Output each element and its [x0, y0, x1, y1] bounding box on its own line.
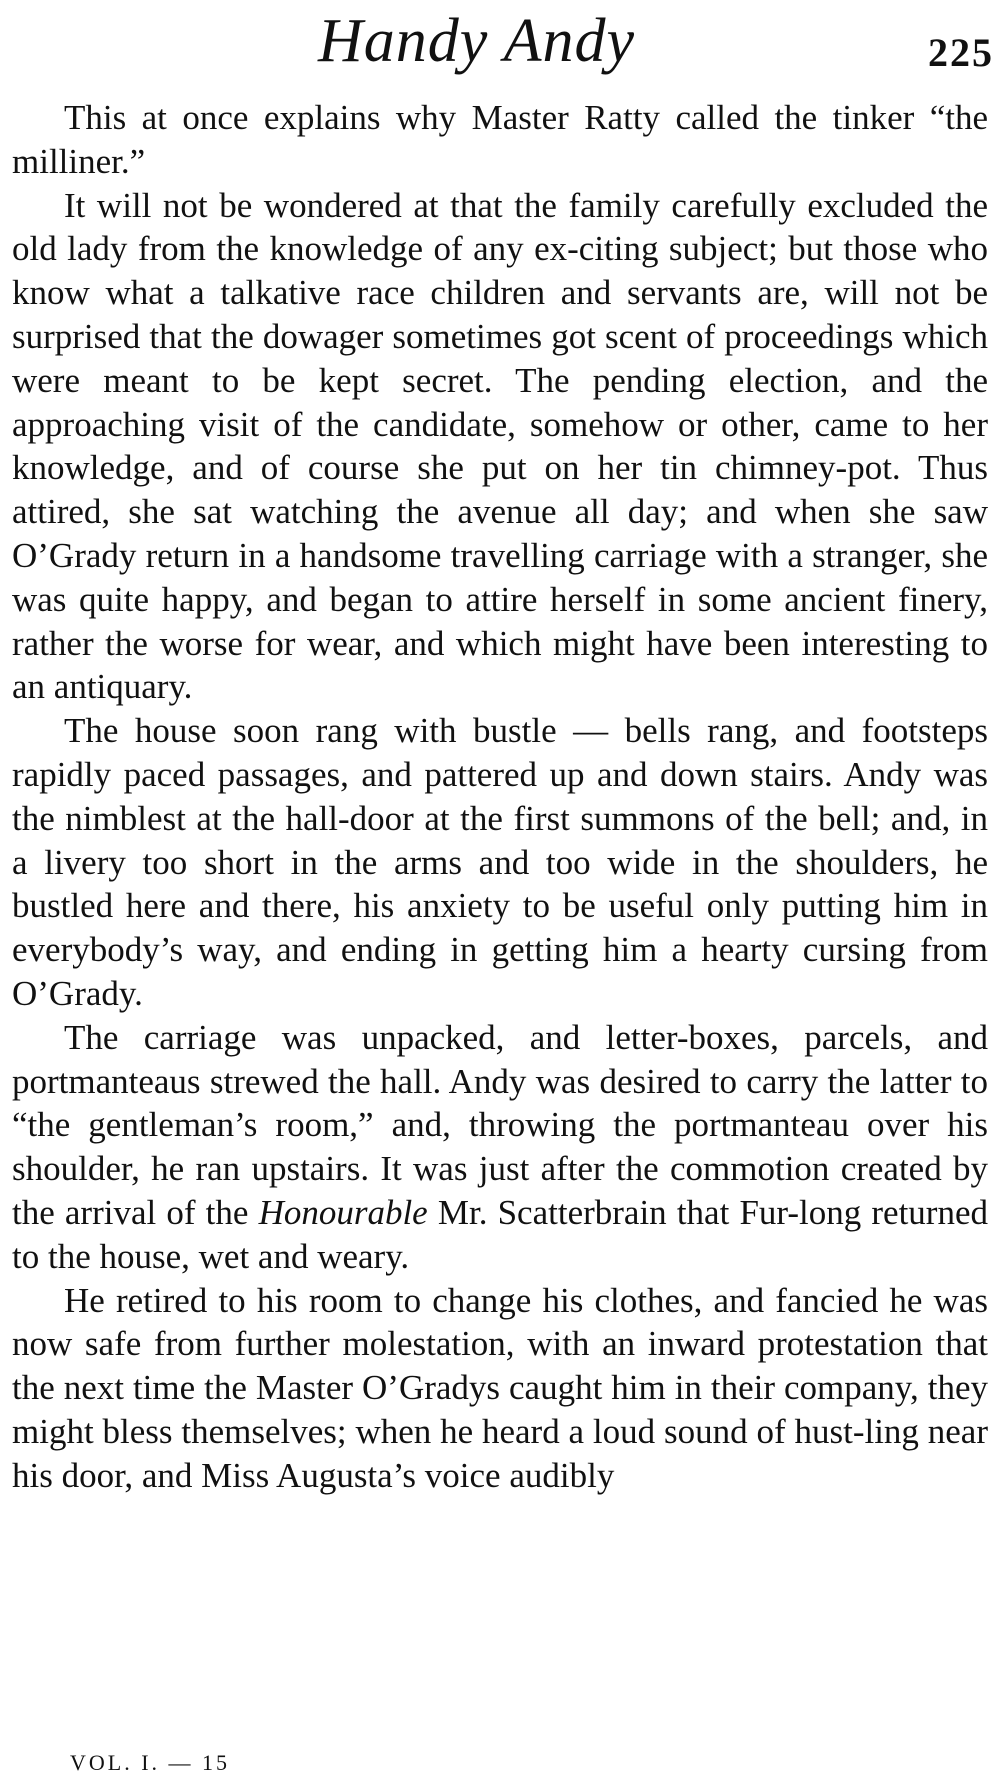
paragraph-1: This at once explains why Master Ratty called the tinker “the milliner.”	[12, 98, 988, 181]
paragraph-2: It will not be wondered at that the family carefully excluded the old lady from the knowledge of any ex-citing subject; but those who know what a talkative race children and servants are, will not be surprised that the dowager sometimes got scent of proceedings which were meant to be kept secret. The pending election, and the approaching visit of the candidate, somehow or other, came to her knowledge, and of course she put on her tin chimney-pot. Thus attired, she sat watching the avenue all day; and when she saw O’Grady return in a handsome travelling carriage with a stranger, she was quite happy, and began to attire herself in some ancient finery, rather the worse for wear, and which might have been interesting to an antiquary.	[12, 185, 988, 707]
paragraph-4	[12, 1016, 988, 1279]
paragraph-4-text-after: Mr. Scatterbrain that Fur-long returned to the house, wet and weary.	[12, 1192, 988, 1276]
running-head	[0, 6, 1000, 76]
page-number: 225	[928, 30, 994, 75]
paragraph-4-text-before: The carriage was unpacked, and letter-boxes, parcels, and portmanteaus strewed the hall. Andy was desired to carry the latter to “the gentleman’s room,” and, throwing the portmanteau over his shoulder, he ran upstairs. It was just after the commotion created by the arrival of the	[12, 1017, 988, 1232]
running-title: Handy Andy	[318, 7, 636, 75]
paragraph-4-italic-honourable: Honourable	[258, 1192, 428, 1232]
body-text	[12, 96, 988, 1498]
paragraph-5: He retired to his room to change his clothes, and fancied he was now safe from further molestation, with an inward protestation that the next time the Master O’Gradys caught him in their company, they might bless themselves; when he heard a loud sound of hust-ling near his door, and Miss Augusta’s voice audibly	[12, 1280, 988, 1495]
volume-signature: VOL. I. — 15	[70, 1750, 231, 1775]
paragraph-3: The house soon rang with bustle — bells rang, and footsteps rapidly paced passages, and pattered up and down stairs. Andy was the nimblest at the hall-door at the first summons of the bell; and, in a livery too short in the arms and too wide in the shoulders, he bustled here and there, his anxiety to be useful only putting him in everybody’s way, and ending in getting him a hearty cursing from O’Grady.	[12, 711, 988, 1013]
